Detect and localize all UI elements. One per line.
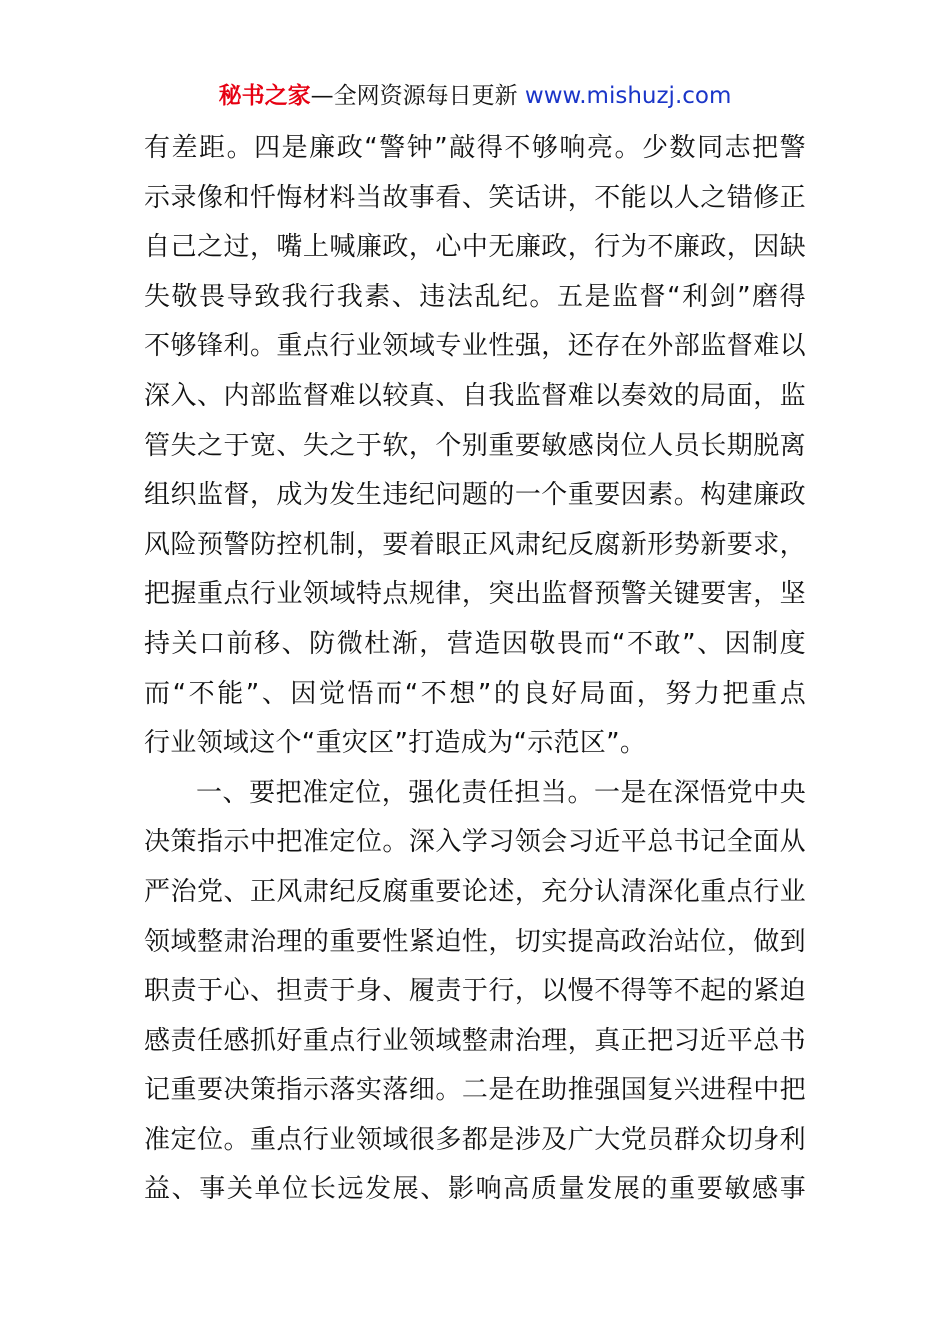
text-line: 失敬畏导致我行我素、违法乱纪。五是监督“利剑”磨得: [144, 281, 806, 312]
text-line: 风险预警防控机制，要着眼正风肃纪反腐新形势新要求，: [144, 529, 806, 560]
body-text: [144, 124, 806, 1215]
text-line: 领域整肃治理的重要性紧迫性，切实提高政治站位，做到: [144, 926, 806, 957]
text-line: 决策指示中把准定位。深入学习领会习近平总书记全面从: [144, 827, 806, 858]
text-line: 自己之过，嘴上喊廉政，心中无廉政，行为不廉政，因缺: [144, 232, 806, 263]
paragraph-end-line: 行业领域这个“重灾区”打造成为“示范区”。: [144, 728, 647, 759]
text-line: 职责于心、担责于身、履责于行，以慢不得等不起的紧迫: [144, 976, 806, 1007]
text-line: 持关口前移、防微杜渐，营造因敬畏而“不敢”、因制度: [144, 628, 806, 659]
website-link[interactable]: www.mishuzj.com: [524, 83, 732, 109]
text-line: 严治党、正风肃纪反腐重要论述，充分认清深化重点行业: [144, 876, 806, 907]
text-line: 把握重点行业领域特点规律，突出监督预警关键要害，坚: [144, 579, 806, 610]
text-line: 管失之于宽、失之于软，个别重要敏感岗位人员长期脱离: [144, 430, 806, 461]
text-line: 感责任感抓好重点行业领域整肃治理，真正把习近平总书: [144, 1025, 806, 1056]
text-line: 有差距。四是廉政“警钟”敲得不够响亮。少数同志把警: [144, 133, 806, 163]
text-line: 益、事关单位长远发展、影响高质量发展的重要敏感事: [144, 1174, 806, 1205]
section-heading-line: 一、要把准定位，强化责任担当。一是在深悟党中央: [196, 777, 806, 808]
text-line: 准定位。重点行业领域很多都是涉及广大党员群众切身利: [144, 1124, 806, 1155]
text-line: 而“不能”、因觉悟而“不想”的良好局面，努力把重点: [144, 678, 806, 709]
text-line: 不够锋利。重点行业领域专业性强，还存在外部监督难以: [144, 331, 806, 362]
page-header: [0, 80, 950, 112]
text-line: 深入、内部监督难以较真、自我监督难以奏效的局面，监: [144, 380, 806, 411]
text-line: 组织监督，成为发生违纪问题的一个重要因素。构建廉政: [144, 480, 806, 511]
header-tagline: —全网资源每日更新: [310, 83, 525, 109]
text-line: 示录像和忏悔材料当故事看、笑话讲，不能以人之错修正: [144, 182, 806, 213]
text-line: 记重要决策指示落实落细。二是在助推强国复兴进程中把: [144, 1075, 806, 1106]
brand-name: 秘书之家: [218, 83, 311, 109]
